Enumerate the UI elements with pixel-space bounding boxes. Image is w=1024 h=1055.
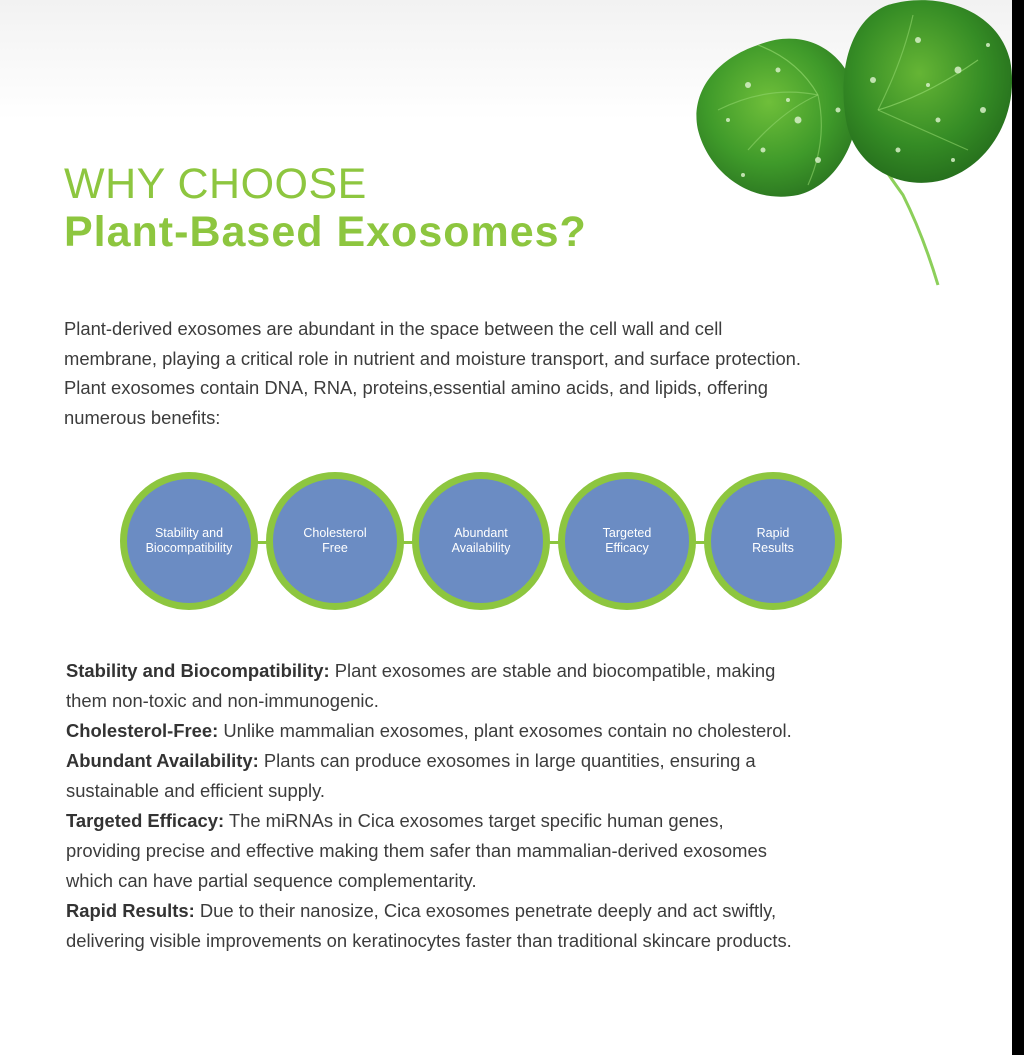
detail-text: Plant exosomes are stable and biocompatible, making [334, 660, 776, 681]
detail-term: Cholesterol-Free: [66, 720, 219, 741]
benefit-circle-label: Abundant [454, 526, 508, 540]
detail-line: which can have partial sequence complementarity. [66, 870, 477, 891]
detail-term: Rapid Results: [66, 900, 195, 921]
detail-line [66, 656, 916, 686]
benefits-diagram [120, 472, 830, 612]
intro-line: membrane, playing a critical role in nutrient and moisture transport, and surface protection. [64, 347, 802, 369]
benefit-circle-label: Results [752, 541, 794, 555]
detail-text: The miRNAs in Cica exosomes target specific human genes, [228, 810, 724, 831]
detail-line: them non-toxic and non-immunogenic. [66, 690, 379, 711]
detail-line: providing precise and effective making them safer than mammalian-derived exosomes [66, 840, 767, 861]
detail-line [66, 746, 916, 776]
detail-line: delivering visible improvements on keratinocytes faster than traditional skincare products. [66, 930, 792, 951]
detail-line: sustainable and efficient supply. [66, 780, 326, 801]
benefit-circle-label: Stability and [154, 526, 224, 540]
benefit-circle-targeted [558, 472, 696, 610]
benefit-circle-label: Cholesterol [303, 526, 367, 540]
right-edge-bar [1012, 0, 1024, 1055]
intro-paragraph [64, 314, 904, 432]
detail-term: Stability and Biocompatibility: [66, 660, 330, 681]
benefit-circle-rapid [704, 472, 842, 610]
detail-text: Due to their nanosize, Cica exosomes penetrate deeply and act swiftly, [199, 900, 777, 921]
detail-line [66, 896, 916, 926]
benefit-circle-label: Rapid [756, 526, 790, 540]
benefit-circle-label: Targeted [602, 526, 652, 540]
detail-line [66, 806, 916, 836]
benefit-circle-cholesterol [266, 472, 404, 610]
detail-term: Targeted Efficacy: [66, 810, 225, 831]
intro-line: Plant-derived exosomes are abundant in the space between the cell wall and cell [64, 318, 723, 339]
page-title-line1: WHY CHOOSE [64, 160, 367, 208]
benefit-circle-abundant [412, 472, 550, 610]
detail-line [66, 716, 916, 746]
benefit-circle-label: Availability [451, 541, 511, 555]
intro-line: Plant exosomes contain DNA, RNA, proteins,essential amino acids, and lipids, offering [64, 377, 768, 398]
leaf-illustration [688, 0, 1024, 290]
benefit-circle-label: Free [322, 541, 348, 555]
detail-term: Abundant Availability: [66, 750, 259, 771]
benefit-circle-label: Biocompatibility [145, 541, 233, 555]
detail-text: Plants can produce exosomes in large quantities, ensuring a [263, 750, 756, 771]
benefit-circle-stability [120, 472, 258, 610]
detail-text: Unlike mammalian exosomes, plant exosomes contain no cholesterol. [223, 720, 792, 741]
intro-line: numerous benefits: [64, 406, 221, 428]
benefit-details [66, 656, 916, 956]
page-title-line2: Plant-Based Exosomes? [64, 208, 587, 256]
benefit-circle-label: Efficacy [605, 541, 649, 555]
